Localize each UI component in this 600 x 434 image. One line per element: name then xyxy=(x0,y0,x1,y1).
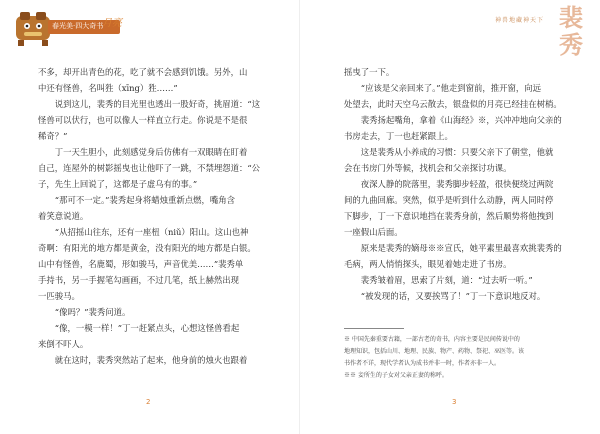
text-line: 摇曳了一下。 xyxy=(344,67,395,77)
right-page xyxy=(300,0,600,434)
right-header-title: 裴秀 xyxy=(559,3,583,59)
text-line: 书房走去，丁一也赶紧跟上。 xyxy=(344,131,453,141)
text-line: 裴秀扬起嘴角，拿着《山海经》※，兴冲冲地向父亲的 xyxy=(360,115,562,125)
footnote-divider xyxy=(344,328,404,329)
text-line: 毛病，两人悄悄探头，眼见着她走进了书房。 xyxy=(344,259,512,269)
text-line: 间的九曲回廊。突然，似乎是听到什么动静，两人同时停 xyxy=(344,195,554,205)
text-line: 不多，却开出青色的花，吃了就不会感到饥饿。另外，山 xyxy=(38,67,248,77)
text-line: 一匹骏马。 xyxy=(38,291,80,301)
text-line: 就在这时，裴秀突然站了起来，他身前的烛火也跟着 xyxy=(54,355,248,365)
text-line: 处望去，此时天空乌云散去，银盘似的月亮已经挂在树梢。 xyxy=(344,99,562,109)
footnote-line: ※※ 妾所生的子女对父亲正妻的称呼。 xyxy=(344,372,448,379)
text-line: 着笑意说道。 xyxy=(38,211,89,221)
footnote-line: 地理知识，包括山川、地理、民族、物产、药物、祭祀、巫医等。该 xyxy=(344,348,525,355)
text-line: “从招摇山往东，还有一座杻（niǔ）阳山。这山也神 xyxy=(54,227,249,237)
text-line: 会在书房门外等候，找机会和父亲探讨功课。 xyxy=(344,163,512,173)
text-line: “那可不一定。”裴秀起身将蜡烛重新点燃，嘴角含 xyxy=(54,195,236,205)
text-line: 丁一天生胆小，此刻感觉身后仿佛有一双眼睛在盯着 xyxy=(54,147,248,157)
right-body-text xyxy=(344,64,576,304)
text-line: “像吗？”裴秀问道。 xyxy=(54,307,131,317)
text-line: 手持书，另一手握笔勾画画，不过几笔，纸上赫然出现 xyxy=(38,275,239,285)
text-line: 怪兽可以伏行，也可以像人一样直立行走。你说是不是很 xyxy=(38,115,248,125)
text-line: 裴秀皱着眉，思索了片刻，道：“过去听一听。” xyxy=(360,275,533,285)
text-line: 子，先生上回说了，这都是子虚乌有的事。” xyxy=(38,179,198,189)
text-line: 中还有怪兽，名叫狌（xīng）狌……” xyxy=(38,83,178,93)
logo-script: 月亮 xyxy=(102,18,122,29)
text-line: 自己，连屋外的树影摇曳也让他吓了一跳，不禁埋怨道：“公 xyxy=(38,163,261,173)
footnotes xyxy=(344,334,580,382)
left-body-text xyxy=(38,64,274,368)
right-page-number: 3 xyxy=(452,398,457,406)
text-line: 说到这儿，裴秀的目光里也透出一股好奇，挑眉道：“这 xyxy=(54,99,261,109)
text-line: “被发现的话，又要挨骂了！”丁一下意识地反对。 xyxy=(360,291,546,301)
text-line: 下脚步，丁一下意识地挡在裴秀身前，然后顺势将他拽到 xyxy=(344,211,554,221)
text-line: 山中有怪兽，名鹿蜀，形如骏马，声音优美……”裴秀单 xyxy=(38,259,244,269)
text-line: 一座假山后面。 xyxy=(344,227,403,237)
logo-text: 春光美·四大奇书 xyxy=(52,22,104,30)
text-line: 稀奇？” xyxy=(38,131,68,141)
text-line: “应该是父亲回来了。”他走到窗前，推开窗，向远 xyxy=(360,83,542,93)
text-line: 来倒不吓人。 xyxy=(38,339,89,349)
text-line: 夜深人静的院落里，裴秀脚步轻盈，很快便绕过两院 xyxy=(360,179,554,189)
right-header-subtitle: 神兽地藏神天下 xyxy=(494,17,544,24)
text-line: 奇啊：有阳光的地方都是黄金，没有阳光的地方都是白银。 xyxy=(38,243,256,253)
text-line: 原来是裴秀的嫡母※※宣氏，她平素里最喜欢挑裴秀的 xyxy=(360,243,562,253)
text-line: 这是裴秀从小养成的习惯：只要父亲下了朝堂，他就 xyxy=(360,147,554,157)
series-logo xyxy=(14,6,124,50)
footnote-line: 书作者不详，现代学者认为成书并非一时，作者亦非一人。 xyxy=(344,360,501,367)
footnote-line: ※ 中国先秦重要古籍，一部古老的奇书，内容主要是民间传说中的 xyxy=(344,336,520,343)
left-page-number: 2 xyxy=(146,398,151,406)
text-line: “像，一模一样！”丁一赶紧点头，心想这怪兽看起 xyxy=(54,323,240,333)
